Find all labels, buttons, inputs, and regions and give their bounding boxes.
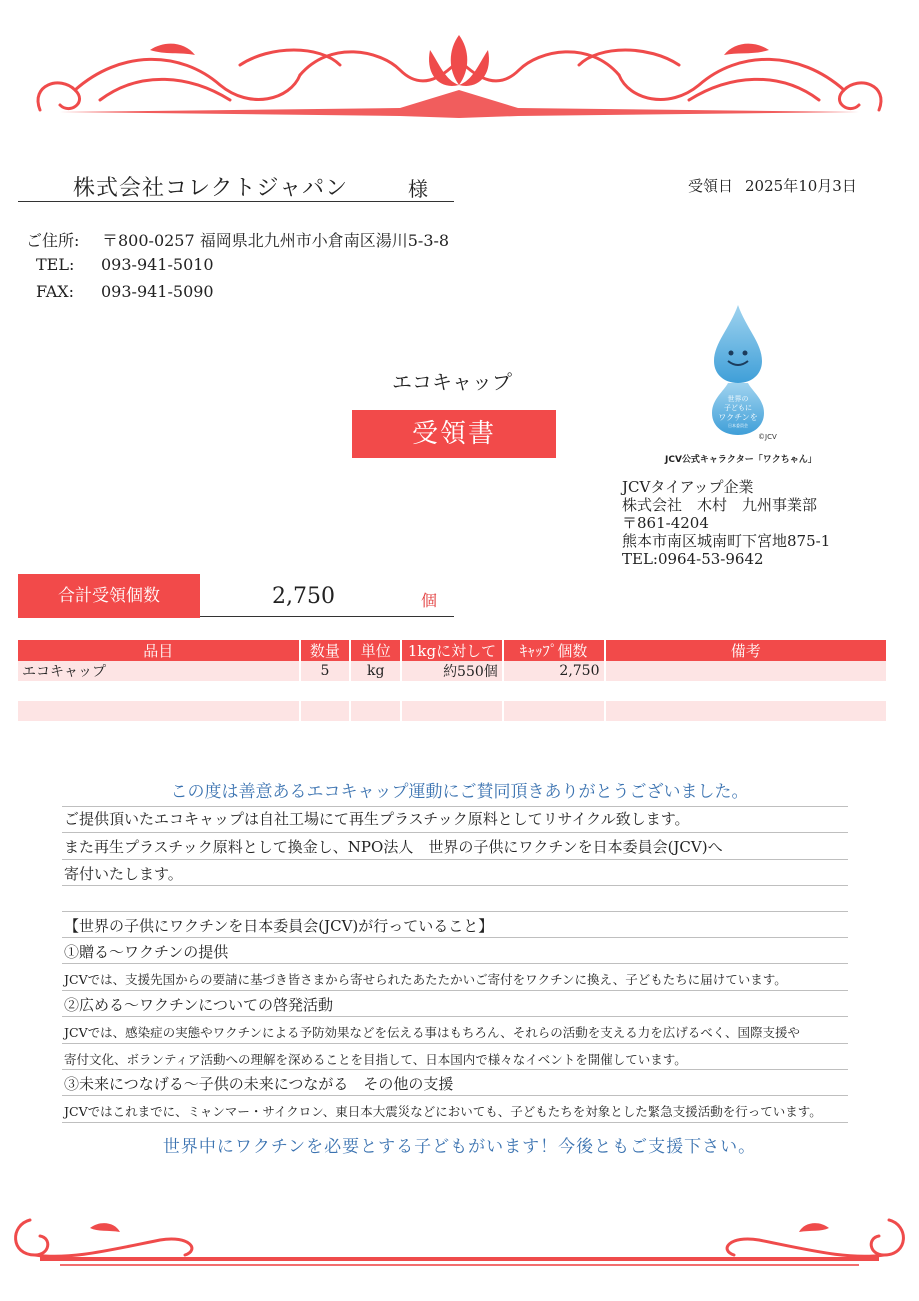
- table-row: [18, 701, 886, 721]
- issuer-line: 〒861-4204: [622, 514, 709, 532]
- mascot-caption: JCV公式キャラクター「ワクちゃん」: [665, 455, 817, 465]
- cell-per-kg: [402, 681, 502, 701]
- recipient-honorific: 様: [408, 177, 428, 201]
- mascot-text-2: 子どもに: [724, 404, 752, 412]
- cell-cap-count: [504, 681, 604, 701]
- fax-label: FAX:: [36, 282, 75, 301]
- header-item: 品目: [18, 640, 299, 661]
- thanks-message: この度は善意あるエコキャップ運動にご賛同頂きありがとうございました。: [170, 782, 749, 802]
- issuer-line: TEL:0964-53-9642: [622, 550, 764, 568]
- message-line: JCVではこれまでに、ミャンマー・サイクロン、東日本大震災などにおいても、子どもたちを対象とした緊急支援活動を行っています。: [62, 1096, 848, 1123]
- top-ornament: [0, 30, 919, 120]
- message-line: 寄付文化、ボランティア活動への理解を深めることを目指して、日本国内で様々なイベントを開催しています。: [62, 1044, 848, 1070]
- message-subheading: ②広める～ワクチンについての啓発活動: [62, 991, 848, 1017]
- cell-unit: [351, 681, 400, 701]
- message-line: また再生プラスチック原料として換金し、NPO法人 世界の子供にワクチンを日本委員会(JCV)へ: [62, 833, 848, 860]
- tel-label: TEL:: [36, 255, 75, 274]
- closing-message: 世界中にワクチンを必要とする子どもがいます！今後ともご支援下さい。: [162, 1137, 757, 1157]
- issuer-line: 熊本市南区城南町下宮地875-1: [622, 532, 831, 550]
- receipt-date-value: 2025年10月3日: [745, 177, 857, 195]
- recipient-tel: [36, 255, 214, 274]
- cell-notes: [606, 661, 887, 681]
- message-heading: 【世界の子供にワクチンを日本委員会(JCV)が行っていること】: [62, 912, 848, 938]
- cell-per-kg: [402, 701, 502, 721]
- address-value: 〒800-0257 福岡県北九州市小倉南区湯川5-3-8: [102, 231, 450, 250]
- mascot-text-3: ワクチンを: [718, 413, 758, 422]
- total-unit: 個: [421, 591, 438, 610]
- cell-unit: [351, 701, 400, 721]
- header-notes: 備考: [606, 640, 887, 661]
- total-value: 2,750: [272, 584, 335, 609]
- message-line: JCVでは、支援先国からの要請に基づき皆さまから寄せられたあたたかいご寄付をワクチンに換え、子どもたちに届けています。: [62, 964, 848, 991]
- cell-qty: [301, 681, 350, 701]
- recipient-fax: [36, 282, 214, 301]
- document-subtitle: エコキャップ: [392, 370, 512, 394]
- cell-cap-count: 2,750: [504, 661, 604, 681]
- document-title: 受領書: [352, 410, 556, 458]
- tel-value: 093-941-5010: [101, 255, 214, 274]
- cell-notes: [606, 681, 887, 701]
- cell-qty: [301, 701, 350, 721]
- message-line: [62, 886, 848, 912]
- address-label: ご住所:: [26, 231, 80, 250]
- message-subheading: ①贈る～ワクチンの提供: [62, 938, 848, 964]
- mascot-text-1: 世界の: [727, 395, 749, 403]
- mascot-waku-chan: [700, 303, 810, 443]
- items-table: [16, 640, 888, 721]
- recipient-address: [26, 228, 449, 251]
- recipient-block: [18, 165, 454, 202]
- header-qty: 数量: [301, 640, 350, 661]
- mascot-text-4: 日本委員会: [728, 423, 748, 428]
- message-subheading: ③未来につなげる～子供の未来につながる その他の支援: [62, 1070, 848, 1096]
- header-per-kg: 1kgに対して: [402, 640, 502, 661]
- issuer-line: 株式会社 木村 九州事業部: [622, 496, 818, 514]
- fax-value: 093-941-5090: [101, 282, 214, 301]
- message-line: 寄付いたします。: [62, 860, 848, 886]
- cell-qty: 5: [301, 661, 350, 681]
- mascot-copyright: ©JCV: [758, 433, 777, 441]
- table-row: [18, 661, 886, 681]
- issuer-block: [622, 478, 830, 568]
- cell-item: [18, 681, 299, 701]
- total-label: 合計受領個数: [18, 574, 200, 618]
- cell-item: エコキャップ: [18, 661, 299, 681]
- cell-notes: [606, 701, 887, 721]
- table-row: [18, 681, 886, 701]
- bottom-ornament: [0, 1200, 919, 1280]
- cell-per-kg: 約550個: [402, 661, 502, 681]
- message-line: ご提供頂いたエコキャップは自社工場にて再生プラスチック原料としてリサイクル致します。: [62, 808, 848, 833]
- recipient-name: 株式会社コレクトジャパン: [73, 176, 349, 201]
- receipt-date: [688, 175, 869, 196]
- cell-item: [18, 701, 299, 721]
- cell-unit: kg: [351, 661, 400, 681]
- receipt-date-label: 受領日: [688, 177, 734, 195]
- header-unit: 単位: [351, 640, 400, 661]
- issuer-line: JCVタイアップ企業: [622, 478, 754, 496]
- table-header-row: [18, 640, 886, 661]
- message-line: JCVでは、感染症の実態やワクチンによる予防効果などを伝える事はもちろん、それらの活動を支える力を広げるべく、国際支援や: [62, 1017, 848, 1044]
- total-underline: [200, 616, 454, 617]
- cell-cap-count: [504, 701, 604, 721]
- header-cap-count: ｷｬｯﾌﾟ個数: [504, 640, 604, 661]
